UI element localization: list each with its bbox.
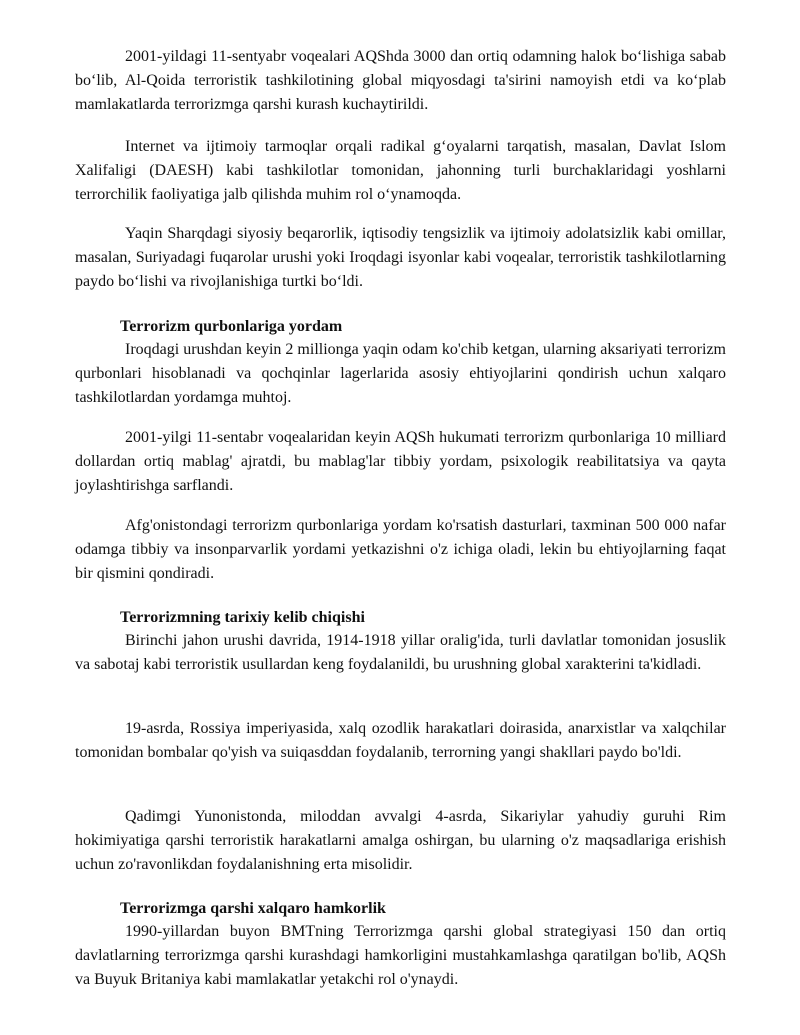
paragraph-world-war-one: Birinchi jahon urushi davrida, 1914-1918 yillar oralig'ida, turli davlatlar tomonidan josuslik va sabotaj kabi terroristik usullardan keng foydalanildi, bu urushning global xarakterini ta'kidladi. [75,632,726,673]
heading-victim-support: Terrorizm qurbonlariga yordam [120,318,343,335]
heading-international-cooperation: Terrorizmga qarshi xalqaro hamkorlik [120,900,386,917]
paragraph-sept11-alqaeda: 2001-yildagi 11-sentyabr voqealari AQShda 3000 dan ortiq odamning halok bo‘lishiga sabab bo‘lib, Al-Qoida terroristik tashkilotining global miqyosdagi ta'sirini namoyish etdi va ko‘plab mamlakatlarda terrorizmga qarshi kurash kuchaytirildi. [75,48,726,113]
paragraph-internet-radicalism: Internet va ijtimoiy tarmoqlar orqali radikal g‘oyalarni tarqatish, masalan, Davlat Islom Xalifaligi (DAESH) kabi tashkilotlar tomonidan, jahonning turli burchaklaridagi yoshlarni terrorchilik faoliyatiga jalb qilishda muhim rol o‘ynamoqda. [75,138,726,203]
paragraph-ancient-greece: Qadimgi Yunonistonda, miloddan avvalgi 4-asrda, Sikariylar yahudiy guruhi Rim hokimiyatiga qarshi terroristik harakatlarni amalga oshirgan, bu ularning o'z maqsadlariga erishish uchun zo'ravonlikdan foydalanishning erta misolidir. [75,808,726,873]
paragraph-middle-east-instability: Yaqin Sharqdagi siyosiy beqarorlik, iqtisodiy tengsizlik va ijtimoiy adolatsizlik kabi omillar, masalan, Suriyadagi fuqarolar urushi yoki Iroqdagi isyonlar kabi voqealar, terroristik tashkilotlarning paydo bo‘lishi va rivojlanishiga turtki bo‘ldi. [75,225,726,290]
heading-historical-origins: Terrorizmning tarixiy kelib chiqishi [120,609,365,626]
paragraph-us-victim-funding: 2001-yilgi 11-sentabr voqealaridan keyin AQSh hukumati terrorizm qurbonlariga 10 milliard dollardan ortiq mablag' ajratdi, bu mablag'lar tibbiy yordam, psixologik reabilitatsiya va qayta joylashtirishga sarflandi. [75,429,726,494]
paragraph-russian-empire: 19-asrda, Rossiya imperiyasida, xalq ozodlik harakatlari doirasida, anarxistlar va xalqchilar tomonidan bombalar qo'yish va suiqasddan foydalanib, terrorning yangi shakllari paydo bo'ldi. [75,720,726,761]
paragraph-un-strategy: 1990-yillardan buyon BMTning Terrorizmga qarshi global strategiyasi 150 dan ortiq davlatlarning terrorizmga qarshi kurashdagi hamkorligini mustahkamlashga qaratilgan bo'lib, AQSh va Buyuk Britaniya kabi mamlakatlar yetakchi rol o'ynaydi. [75,923,726,988]
paragraph-afghanistan-aid: Afg'onistondagi terrorizm qurbonlariga yordam ko'rsatish dasturlari, taxminan 500 000 nafar odamga tibbiy va insonparvarlik yordami yetkazishni o'z ichiga oladi, lekin bu ehtiyojlarning faqat bir qismini qondiradi. [75,517,726,582]
paragraph-iraq-displacement: Iroqdagi urushdan keyin 2 millionga yaqin odam ko'chib ketgan, ularning aksariyati terrorizm qurbonlari hisoblanadi va qochqinlar lagerlarida asosiy ehtiyojlarini qondirish uchun xalqaro tashkilotlardan yordamga muhtoj. [75,341,726,406]
